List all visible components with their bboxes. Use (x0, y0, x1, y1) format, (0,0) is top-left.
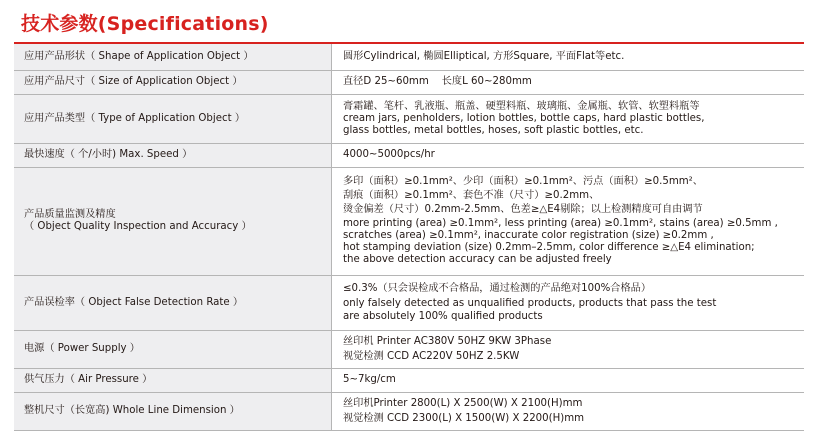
spec-value-line: are absolutely 100% qualified products (343, 310, 543, 322)
spec-label: 应用产品类型（ Type of Application Object ） (14, 94, 332, 143)
table-row (14, 70, 804, 94)
spec-value: 圆形Cylindrical, 椭圆Elliptical, 方形Square, 平面Flat等etc. (332, 43, 805, 70)
table-row (14, 330, 804, 368)
spec-value-line: 刮痕（面积）≥0.1mm²、套色不准（尺寸）≥0.2mm、 (343, 190, 600, 201)
table-row (14, 94, 804, 143)
spec-value-line: scratches (area) ≥0.1mm², inaccurate color registration (size) ≥0.2mm , (343, 230, 714, 241)
table-row (14, 167, 804, 275)
spec-value: 5~7kg/cm (332, 368, 805, 392)
spec-value (332, 275, 805, 330)
table-row (14, 143, 804, 167)
spec-label-line: 产品质量监测及精度 (24, 209, 116, 220)
spec-table (14, 42, 804, 431)
table-row (14, 368, 804, 392)
spec-value-line: 膏霜罐、笔杆、乳液瓶、瓶盖、硬塑料瓶、玻璃瓶、金属瓶、软管、软塑料瓶等 (343, 100, 700, 112)
spec-label: 产品误检率（ Object False Detection Rate ） (14, 275, 332, 330)
spec-value-line: more printing (area) ≥0.1mm², less printing (area) ≥0.1mm², stains (area) ≥0.5mm , (343, 218, 778, 229)
spec-value-line: only falsely detected as unqualified products, products that pass the test (343, 297, 717, 309)
spec-value-line: the above detection accuracy can be adjusted freely (343, 254, 612, 265)
spec-value: 4000~5000pcs/hr (332, 143, 805, 167)
table-row (14, 275, 804, 330)
spec-label: 电源（ Power Supply ） (14, 330, 332, 368)
spec-value-line: 多印（面积）≥0.1mm²、少印（面积）≥0.1mm²、污点（面积）≥0.5mm²、 (343, 176, 703, 187)
spec-label: 应用产品形状（ Shape of Application Object ） (14, 43, 332, 70)
spec-label: 最快速度（ 个/小时) Max. Speed ） (14, 143, 332, 167)
spec-value-line: glass bottles, metal bottles, hoses, soft plastic bottles, etc. (343, 124, 644, 136)
spec-label-line: （ Object Quality Inspection and Accuracy ） (24, 221, 252, 232)
spec-value (332, 94, 805, 143)
spec-value-line: ≤0.3%（只会误检成不合格品，通过检测的产品绝对100%合格品） (343, 282, 652, 294)
spec-value-line: 丝印机 Printer AC380V 50HZ 9KW 3Phase (343, 335, 552, 347)
spec-label: 应用产品尺寸（ Size of Application Object ） (14, 70, 332, 94)
spec-value-line: 视觉检测 CCD AC220V 50HZ 2.5KW (343, 350, 520, 362)
spec-value-line: 视觉检测 CCD 2300(L) X 1500(W) X 2200(H)mm (343, 412, 585, 424)
spec-value-line: 丝印机Printer 2800(L) X 2500(W) X 2100(H)mm (343, 397, 583, 409)
table-row (14, 43, 804, 70)
spec-value (332, 330, 805, 368)
spec-label: 供气压力（ Air Pressure ） (14, 368, 332, 392)
spec-value-line: cream jars, penholders, lotion bottles, bottle caps, hard plastic bottles, (343, 112, 705, 124)
spec-value (332, 392, 805, 430)
spec-label: 整机尺寸（长宽高) Whole Line Dimension ） (14, 392, 332, 430)
spec-value (332, 167, 805, 275)
spec-value-line: hot stamping deviation (size) 0.2mm–2.5mm, color difference ≥△E4 elimination; (343, 242, 755, 253)
spec-value-line: 烫金偏差（尺寸）0.2mm-2.5mm、色差≥△E4剔除；以上检测精度可自由调节 (343, 204, 703, 215)
spec-label (14, 167, 332, 275)
spec-value: 直径D 25~60mm 长度L 60~280mm (332, 70, 805, 94)
table-row (14, 392, 804, 430)
page-title: 技术参数(Specifications) (21, 13, 269, 35)
